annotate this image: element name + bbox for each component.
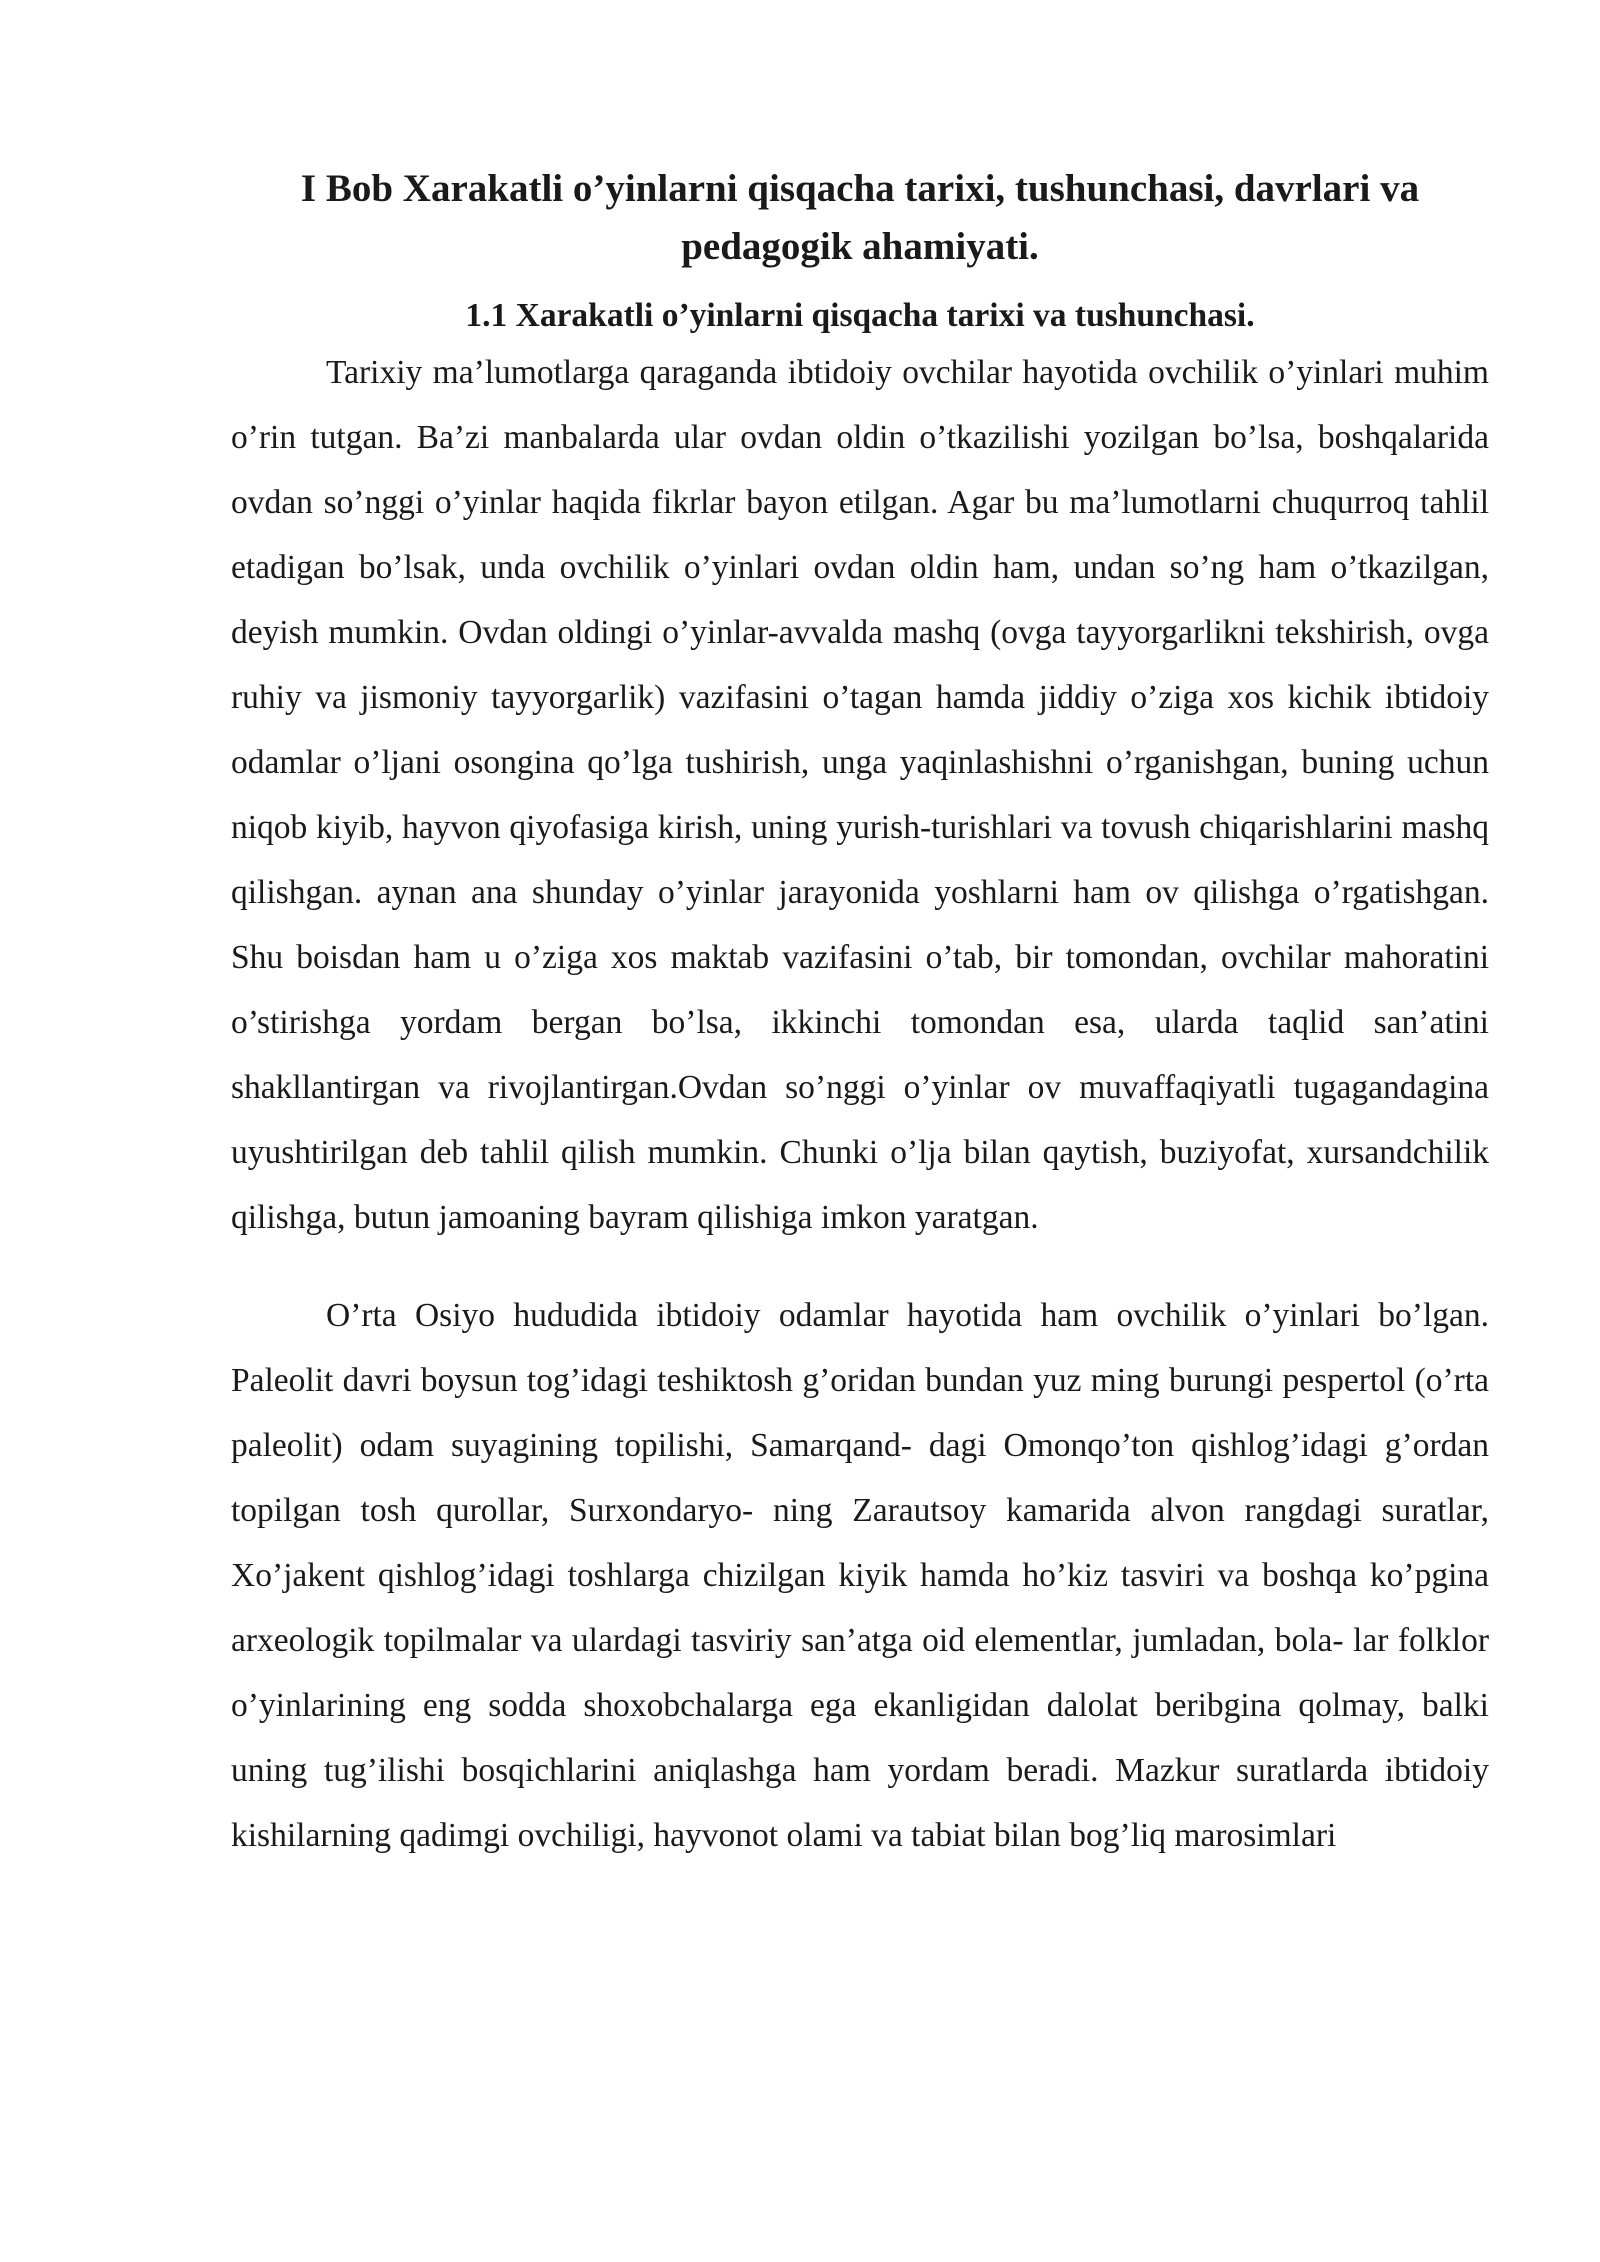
section-title: 1.1 Xarakatli o’yinlarni qisqacha tarixi va tushunchasi. [465,297,1255,334]
body-paragraph: O’rta Osiyo hududida ibtidoiy odamlar hayotida ham ovchilik o’yinlari bo’lgan. Paleolit davri boysun tog’idagi teshiktosh g’oridan bundan yuz ming burungi pespertol (o’rta paleolit) odam suyagining topilishi, Samarqand- dagi Omonqo’ton qishlog’idagi g’ordan topilgan tosh qurollar, Surxondaryo- ning Zarautsoy kamarida alvon rangdagi suratlar, Xo’jakent qishlog’idagi toshlarga chizilgan kiyik hamda ho’kiz tasviri va boshqa ko’pgina arxeologik topilmalar va ulardagi tasviriy san’atga oid elementlar, jumladan, bola- lar folklor o’yinlarining eng sodda shoxobchalarga ega ekanligidan dalolat beribgina qolmay, balki uning tug’ilishi bosqichlarini aniqlashga ham yordam beradi. Mazkur suratlarda ibtidoiy kishilarning qadimgi ovchiligi, hayvonot olami va tabiat bilan bog’liq marosimlari [231,1297,1489,1854]
chapter-title: I Bob Xarakatli o’yinlarni qisqacha tarixi, tushunchasi, davrlari va pedagogik ahamiyati. [300,167,1420,268]
page-content [231,160,1489,1868]
body-paragraph: Tarixiy ma’lumotlarga qaraganda ibtidoiy ovchilar hayotida ovchilik o’yinlari muhim o’rin tutgan. Ba’zi manbalarda ular ovdan oldin o’tkazilishi yozilgan bo’lsa, boshqalarida ovdan so’nggi o’yinlar haqida fikrlar bayon etilgan. Agar bu ma’lumotlarni chuqurroq tahlil etadigan bo’lsak, unda ovchilik o’yinlari ovdan oldin ham, undan so’ng ham o’tkazilgan, deyish mumkin. Ovdan oldingi o’yinlar-avvalda mashq (ovga tayyorgarlikni tekshirish, ovga ruhiy va jismoniy tayyorgarlik) vazifasini o’tagan hamda jiddiy o’ziga xos kichik ibtidoiy odamlar o’ljani osongina qo’lga tushirish, unga yaqinlashishni o’rganishgan, buning uchun niqob kiyib, hayvon qiyofasiga kirish, uning yurish-turishlari va tovush chiqarishlarini mashq qilishgan. aynan ana shunday o’yinlar jarayonida yoshlarni ham ov qilishga o’rgatishgan. Shu boisdan ham u o’ziga xos maktab vazifasini o’tab, bir tomondan, ovchilar mahoratini o’stirishga yordam bergan bo’lsa, ikkinchi tomondan esa, ularda taqlid san’atini shakllantirgan va rivojlantirgan.Ovdan so’nggi o’yinlar ov muvaffaqiyatli tugagandagina uyushtirilgan deb tahlil qilish mumkin. Chunki o’lja bilan qaytish, buziyofat, xursandchilik qilishga, butun jamoaning bayram qilishiga imkon yaratgan. [231,354,1489,1236]
